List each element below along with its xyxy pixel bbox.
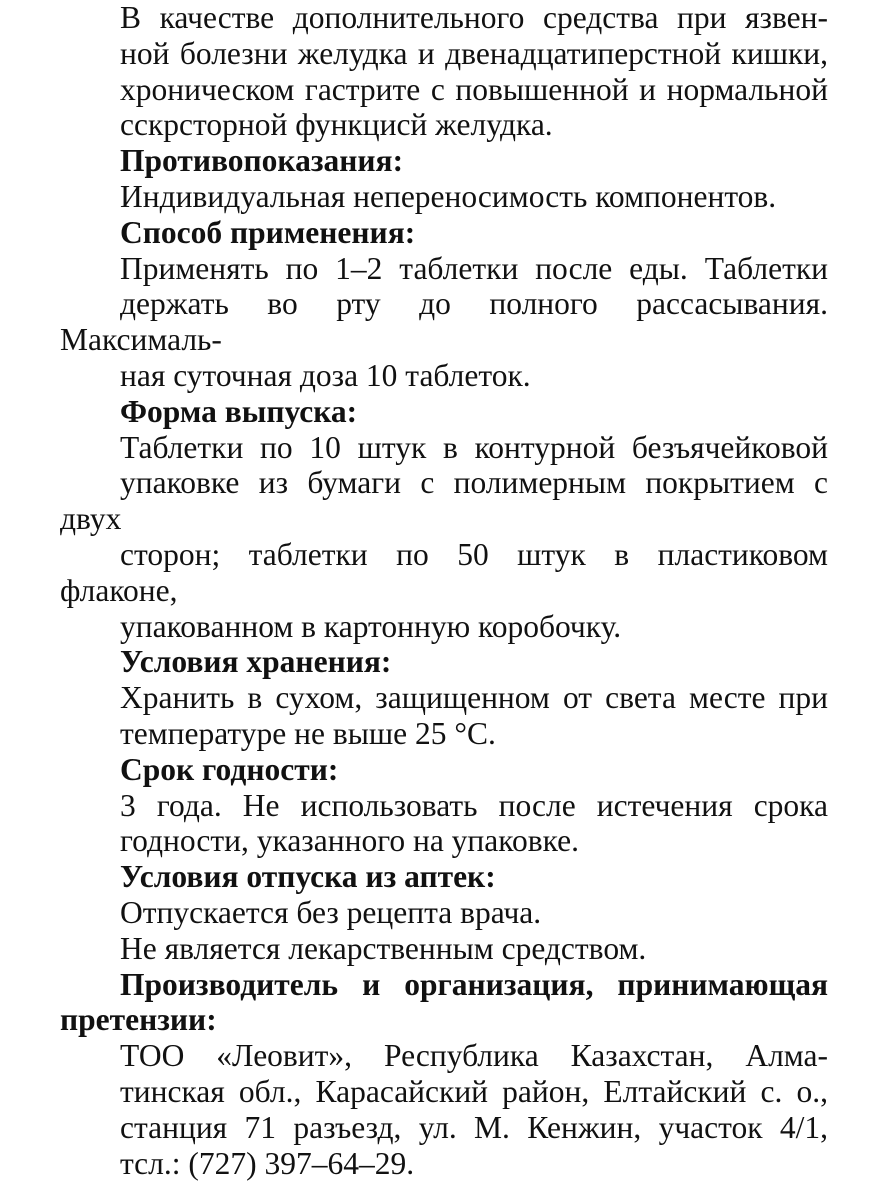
release-form-paragraph — [60, 430, 828, 645]
text-line: сторон; таблетки по 50 штук в пластиковом флаконе, — [60, 537, 828, 609]
shelf-life-paragraph — [60, 788, 828, 860]
section-heading-manufacturer — [60, 967, 828, 1039]
section-heading-shelf-life: Срок годности: — [60, 752, 828, 788]
usage-paragraph — [60, 251, 828, 394]
dispensing-line-2 — [60, 931, 828, 967]
section-heading-dispensing: Условия отпуска из аптек: — [60, 859, 828, 895]
text-line: годности, указанного на упаковке. — [60, 823, 828, 859]
text-line: тинская обл., Карасайский район, Елтайский с. о., — [60, 1074, 828, 1110]
manufacturer-paragraph — [60, 1038, 828, 1181]
text-line: упакованном в картонную коробочку. — [60, 609, 828, 645]
text-line: температуре не выше 25 °С. — [60, 716, 828, 752]
text-line: Применять по 1–2 таблетки после еды. Таблетки — [60, 251, 828, 287]
text-line: сскрсторной функцисй желудка. — [60, 107, 828, 143]
text-line: Таблетки по 10 штук в контурной безъячейковой — [60, 430, 828, 466]
section-heading-release-form: Форма выпуска: — [60, 394, 828, 430]
text-line: ная суточная доза 10 таблеток. — [60, 358, 828, 394]
text-line: Отпускается без рецепта врача. — [60, 895, 828, 931]
text-line: Индивидуальная непереносимость компонентов. — [60, 179, 828, 215]
section-heading-contraindications: Противопоказания: — [60, 143, 828, 179]
text-line: Хранить в сухом, защищенном от света месте при — [60, 680, 828, 716]
text-line: упаковке из бумаги с полимерным покрытием с двух — [60, 465, 828, 537]
section-heading-usage: Способ применения: — [60, 215, 828, 251]
document-page — [60, 0, 828, 1181]
text-line: держать во рту до полного рассасывания. Максималь- — [60, 286, 828, 358]
text-line: 3 года. Не использовать после истечения срока — [60, 788, 828, 824]
text-line: ной болезни желудка и двенадцатиперстной кишки, — [60, 36, 828, 72]
section-heading-storage: Условия хранения: — [60, 644, 828, 680]
text-line: станция 71 разъезд, ул. М. Кенжин, участок 4/1, — [60, 1110, 828, 1146]
text-line: Не является лекарственным средством. — [60, 931, 828, 967]
heading-line: Производитель и организация, принимающая — [60, 967, 828, 1003]
heading-line: претензии: — [60, 1002, 828, 1038]
dispensing-line-1 — [60, 895, 828, 931]
contraindications-paragraph — [60, 179, 828, 215]
text-line: В качестве дополнительного средства при язвен- — [60, 0, 828, 36]
text-line: ТОО «Леовит», Республика Казахстан, Алма- — [60, 1038, 828, 1074]
text-line: хроническом гастрите с повышенной и нормальной — [60, 72, 828, 108]
text-line: тсл.: (727) 397–64–29. — [60, 1146, 828, 1181]
intro-paragraph — [60, 0, 828, 143]
storage-paragraph — [60, 680, 828, 752]
